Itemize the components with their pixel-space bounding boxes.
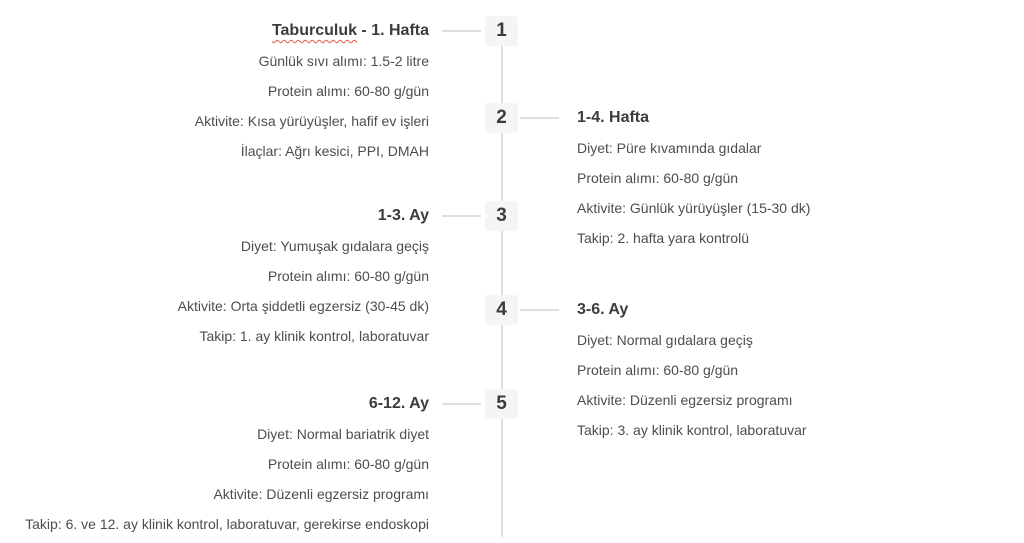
stage-connector-line bbox=[520, 309, 559, 311]
timeline-stage bbox=[0, 389, 429, 539]
stage-title: 3-6. Ay bbox=[577, 301, 629, 318]
stage-detail: Aktivite: Düzenli egzersiz programı bbox=[577, 392, 793, 408]
stage-connector-line bbox=[442, 215, 481, 217]
stage-connector-line bbox=[442, 30, 481, 32]
stage-detail: Protein alımı: 60-80 g/gün bbox=[577, 170, 739, 186]
timeline-stage bbox=[577, 295, 1024, 445]
stage-number-badge: 4 bbox=[485, 295, 518, 325]
stage-detail: Günlük sıvı alımı: 1.5-2 litre bbox=[258, 53, 429, 69]
stage-number-badge: 5 bbox=[485, 389, 518, 419]
stage-title-spellchecked-word: Taburculuk bbox=[271, 22, 357, 39]
timeline-stage bbox=[0, 201, 429, 351]
stage-title: 1-4. Hafta bbox=[577, 109, 650, 126]
stage-detail: Protein alımı: 60-80 g/gün bbox=[267, 268, 429, 284]
stage-detail: Takip: 6. ve 12. ay klinik kontrol, laboratuvar, gerekirse endoskopi bbox=[25, 516, 429, 532]
stage-detail: Protein alımı: 60-80 g/gün bbox=[267, 456, 429, 472]
stage-detail: Takip: 2. hafta yara kontrolü bbox=[577, 230, 749, 246]
stage-number-badge: 1 bbox=[485, 16, 518, 46]
stage-detail: Aktivite: Orta şiddetli egzersiz (30-45 dk) bbox=[177, 298, 429, 314]
stage-detail: Takip: 3. ay klinik kontrol, laboratuvar bbox=[577, 422, 807, 438]
stage-detail: Diyet: Normal bariatrik diyet bbox=[257, 426, 429, 442]
stage-detail: Aktivite: Düzenli egzersiz programı bbox=[213, 486, 429, 502]
stage-detail: Diyet: Normal gıdalara geçiş bbox=[577, 332, 753, 348]
stage-title: 1-3. Ay bbox=[377, 207, 429, 224]
stage-number-badge: 2 bbox=[485, 103, 518, 133]
timeline-stage bbox=[0, 16, 429, 166]
stage-detail: Diyet: Püre kıvamında gıdalar bbox=[577, 140, 762, 156]
stage-detail: Aktivite: Günlük yürüyüşler (15-30 dk) bbox=[577, 200, 811, 216]
stage-detail: Aktivite: Kısa yürüyüşler, hafif ev işleri bbox=[194, 113, 429, 129]
stage-title bbox=[0, 16, 429, 46]
stage-connector-line bbox=[520, 117, 559, 119]
stage-detail: İlaçlar: Ağrı kesici, PPI, DMAH bbox=[240, 143, 429, 159]
stage-number-badge: 3 bbox=[485, 201, 518, 231]
stage-detail: Diyet: Yumuşak gıdalara geçiş bbox=[240, 238, 429, 254]
stage-title: 6-12. Ay bbox=[368, 395, 429, 412]
stage-connector-line bbox=[442, 403, 481, 405]
stage-detail: Protein alımı: 60-80 g/gün bbox=[577, 362, 739, 378]
timeline-stage bbox=[577, 103, 1024, 253]
stage-detail: Takip: 1. ay klinik kontrol, laboratuvar bbox=[199, 328, 429, 344]
stage-title-rest: - 1. Hafta bbox=[356, 22, 429, 39]
stage-detail: Protein alımı: 60-80 g/gün bbox=[267, 83, 429, 99]
